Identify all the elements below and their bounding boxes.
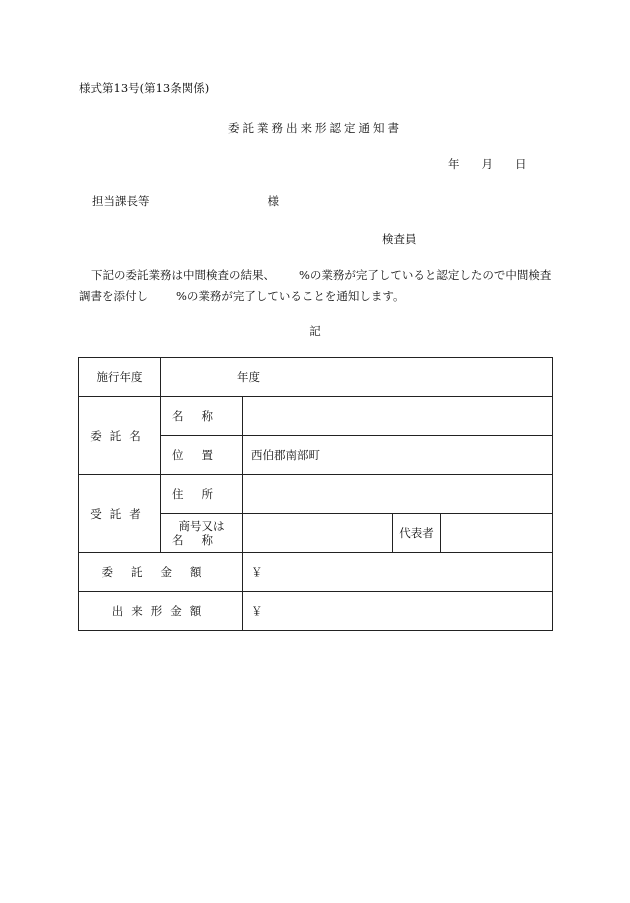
details-table bbox=[78, 357, 553, 631]
row-fiscal-year bbox=[79, 358, 553, 397]
trade-name-label-line-2: 名称 bbox=[172, 533, 231, 547]
document-title: 委託業務出来形認定通知書 bbox=[228, 121, 402, 135]
ki-heading: 記 bbox=[309, 324, 321, 338]
location-value: 西伯郡南部町 bbox=[243, 436, 553, 475]
date-year: 年 bbox=[448, 157, 460, 171]
representative-value bbox=[441, 514, 553, 553]
row-contract-amount bbox=[79, 553, 553, 592]
row-completed-amount bbox=[79, 592, 553, 631]
contract-amount-label: 委託金額 bbox=[79, 553, 243, 592]
fiscal-year-text: 年度 bbox=[237, 370, 260, 384]
location-label: 位置 bbox=[161, 436, 243, 475]
name-value bbox=[243, 397, 553, 436]
trade-name-label-line-1: 商号又は bbox=[178, 519, 225, 533]
address-value bbox=[243, 475, 553, 514]
body-part-3: %の業務が完了していることを通知します。 bbox=[176, 289, 405, 303]
contract-amount-value: ￥ bbox=[243, 553, 553, 592]
addressee bbox=[92, 193, 279, 209]
trade-name-value bbox=[243, 514, 393, 553]
address-label: 住所 bbox=[161, 475, 243, 514]
completed-amount-value: ￥ bbox=[243, 592, 553, 631]
name-label: 名称 bbox=[161, 397, 243, 436]
body-part-1: 下記の委託業務は中間検査の結果、 bbox=[91, 268, 275, 282]
trade-name-label bbox=[161, 514, 243, 553]
commission-name-label: 委託名 bbox=[79, 397, 161, 475]
form-number: 様式第13号(第13条関係) bbox=[79, 81, 210, 95]
fiscal-year-value bbox=[161, 358, 553, 397]
addressee-label: 担当課長等 bbox=[92, 194, 150, 208]
representative-label: 代表者 bbox=[393, 514, 441, 553]
date-month: 月 bbox=[481, 157, 493, 171]
date-day: 日 bbox=[515, 157, 527, 171]
contractor-label: 受託者 bbox=[79, 475, 161, 553]
inspector-label: 検査員 bbox=[382, 232, 417, 246]
date-line bbox=[448, 156, 527, 172]
row-name bbox=[79, 397, 553, 436]
fiscal-year-label: 施行年度 bbox=[79, 358, 161, 397]
completed-amount-label: 出来形金額 bbox=[79, 592, 243, 631]
addressee-honorific: 様 bbox=[267, 194, 279, 208]
notice-body bbox=[79, 265, 559, 307]
row-address bbox=[79, 475, 553, 514]
body-part-2: %の業務が完了していると認定したので中間検査調書を添付し bbox=[79, 268, 552, 303]
